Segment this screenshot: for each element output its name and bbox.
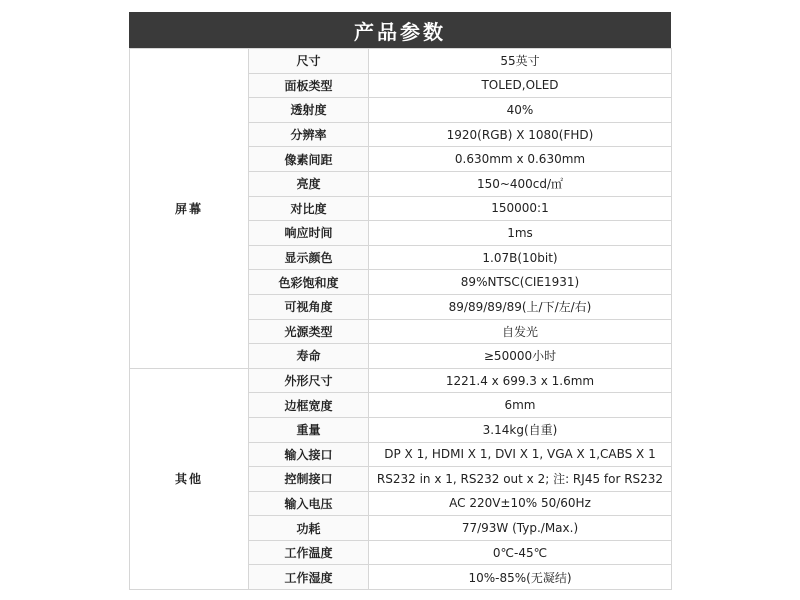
spec-label: 尺寸 [249,49,369,74]
spec-label: 色彩饱和度 [249,270,369,295]
spec-label: 重量 [249,417,369,442]
spec-label: 输入电压 [249,491,369,516]
spec-label: 亮度 [249,171,369,196]
spec-value: 自发光 [369,319,672,344]
spec-label: 功耗 [249,516,369,541]
spec-value: 89%NTSC(CIE1931) [369,270,672,295]
spec-label: 工作温度 [249,540,369,565]
spec-label: 显示颜色 [249,245,369,270]
spec-value: 55英寸 [369,49,672,74]
table-row [130,368,672,393]
spec-label: 响应时间 [249,221,369,246]
spec-value: 150~400cd/㎡ [369,171,672,196]
spec-table-body [130,49,672,590]
spec-label: 工作湿度 [249,565,369,590]
spec-value: AC 220V±10% 50/60Hz [369,491,672,516]
spec-value: 1ms [369,221,672,246]
spec-value: 40% [369,98,672,123]
spec-label: 对比度 [249,196,369,221]
spec-label: 可视角度 [249,294,369,319]
spec-value: 77/93W (Typ./Max.) [369,516,672,541]
spec-value: 0.630mm x 0.630mm [369,147,672,172]
spec-label: 像素间距 [249,147,369,172]
spec-value: 3.14kg(自重) [369,417,672,442]
spec-label: 外形尺寸 [249,368,369,393]
spec-value: DP X 1, HDMI X 1, DVI X 1, VGA X 1,CABS X 1 [369,442,672,467]
spec-label: 分辨率 [249,122,369,147]
table-row [130,49,672,74]
spec-label: 寿命 [249,344,369,369]
spec-value: RS232 in x 1, RS232 out x 2; 注: RJ45 for RS232 [369,467,672,492]
spec-sheet [129,12,671,590]
spec-label: 输入接口 [249,442,369,467]
spec-value: 150000:1 [369,196,672,221]
spec-label: 光源类型 [249,319,369,344]
spec-value: TOLED,OLED [369,73,672,98]
spec-value: 0℃-45℃ [369,540,672,565]
spec-label: 控制接口 [249,467,369,492]
spec-table [129,48,672,590]
group-name: 其他 [130,368,249,589]
spec-value: 1920(RGB) X 1080(FHD) [369,122,672,147]
spec-value: 1.07B(10bit) [369,245,672,270]
spec-value: 89/89/89/89(上/下/左/右) [369,294,672,319]
spec-label: 边框宽度 [249,393,369,418]
page-title: 产品参数 [129,12,671,48]
spec-label: 面板类型 [249,73,369,98]
spec-label: 透射度 [249,98,369,123]
spec-value: ≥50000小时 [369,344,672,369]
spec-value: 6mm [369,393,672,418]
group-name: 屏幕 [130,49,249,369]
spec-value: 10%-85%(无凝结) [369,565,672,590]
spec-value: 1221.4 x 699.3 x 1.6mm [369,368,672,393]
